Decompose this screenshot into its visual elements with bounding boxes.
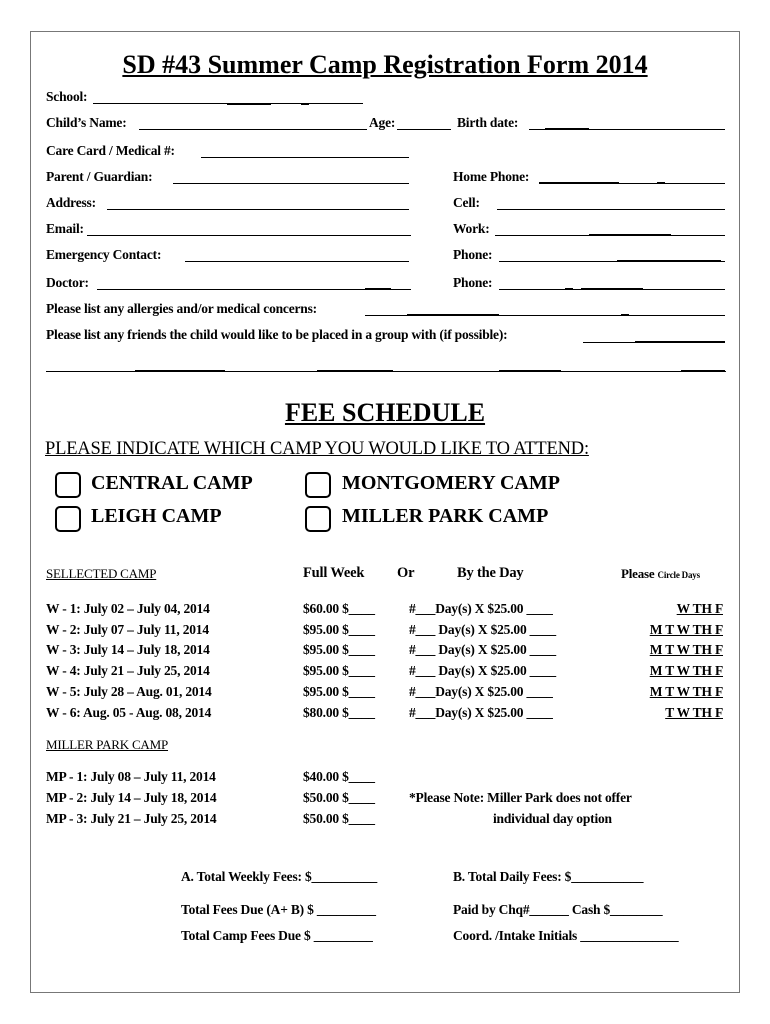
parent-label: Parent / Guardian: (46, 169, 153, 184)
allergies-field-mark-2 (621, 314, 629, 316)
email-label: Email: (46, 221, 84, 236)
school-field-mark (227, 103, 271, 105)
week-row-day-rate[interactable]: #___Day(s) X $25.00 ____ (409, 705, 553, 720)
work-field-mark (589, 234, 671, 236)
montgomery-camp-checkbox[interactable] (305, 472, 331, 498)
care-card-label: Care Card / Medical #: (46, 143, 175, 158)
friends-line-mark-3 (499, 370, 561, 372)
doctor-phone-label: Phone: (453, 275, 493, 290)
week-row-days[interactable]: M T W TH F (649, 663, 723, 678)
age-label: Age: (369, 115, 396, 130)
age-field[interactable] (397, 129, 451, 130)
doctor-phone-field-mark-2 (581, 288, 643, 290)
week-row-day-rate[interactable]: #___ Day(s) X $25.00 ____ (409, 663, 556, 678)
birth-date-field-mark (545, 128, 589, 130)
childs-name-field[interactable] (139, 129, 367, 130)
week-row-label: W - 3: July 14 – July 18, 2014 (46, 642, 210, 657)
week-row-price[interactable]: $95.00 $____ (303, 642, 375, 657)
care-card-field[interactable] (201, 157, 409, 158)
week-row-label: W - 4: July 21 – July 25, 2014 (46, 663, 210, 678)
week-row-label: W - 2: July 07 – July 11, 2014 (46, 622, 209, 637)
address-field[interactable] (107, 209, 409, 210)
work-label: Work: (453, 221, 490, 236)
please-header (621, 566, 700, 582)
cell-label: Cell: (453, 195, 480, 210)
school-label: School: (46, 89, 88, 104)
miller-park-camp-label: MILLER PARK CAMP (342, 505, 549, 527)
friends-line-mark-1 (135, 370, 225, 372)
week-row-day-rate[interactable]: #___ Day(s) X $25.00 ____ (409, 622, 556, 637)
home-phone-field-mark-2 (657, 182, 665, 184)
week-row-price[interactable]: $60.00 $____ (303, 601, 375, 616)
miller-park-camp-checkbox[interactable] (305, 506, 331, 532)
week-row-day-rate[interactable]: #___Day(s) X $25.00 ____ (409, 684, 553, 699)
montgomery-camp-label: MONTGOMERY CAMP (342, 472, 560, 494)
week-row-price[interactable]: $95.00 $____ (303, 622, 375, 637)
week-row-days[interactable]: W TH F (676, 601, 723, 616)
fee-schedule-heading: FEE SCHEDULE (284, 398, 486, 427)
week-row-label: W - 6: Aug. 05 - Aug. 08, 2014 (46, 705, 212, 720)
doctor-field[interactable] (97, 289, 411, 290)
friends-line-mark-2 (317, 370, 393, 372)
total-camp-fees-due[interactable]: Total Camp Fees Due $ _________ (181, 928, 373, 943)
friends-label: Please list any friends the child would like to be placed in a group with (if possible): (46, 327, 508, 342)
week-row-day-rate[interactable]: #___ Day(s) X $25.00 ____ (409, 642, 556, 657)
week-row-days[interactable]: M T W TH F (649, 642, 723, 657)
home-phone-field-mark (539, 182, 619, 184)
emergency-phone-label: Phone: (453, 247, 493, 262)
miller-row-label: MP - 3: July 21 – July 25, 2014 (46, 811, 217, 826)
by-the-day-header: By the Day (457, 565, 524, 581)
total-daily-fees[interactable]: B. Total Daily Fees: $___________ (453, 869, 644, 884)
friends-line-mark-4 (681, 370, 725, 372)
miller-row-price[interactable]: $40.00 $____ (303, 769, 375, 784)
week-row-price[interactable]: $95.00 $____ (303, 684, 375, 699)
miller-row-label: MP - 1: July 08 – July 11, 2014 (46, 769, 216, 784)
camp-instruction: PLEASE INDICATE WHICH CAMP YOU WOULD LIKE TO ATTEND: (45, 439, 589, 459)
home-phone-label: Home Phone: (453, 169, 530, 184)
leigh-camp-label: LEIGH CAMP (91, 505, 222, 527)
address-label: Address: (46, 195, 96, 210)
week-row-label: W - 1: July 02 – July 04, 2014 (46, 601, 210, 616)
emergency-contact-field[interactable] (185, 261, 409, 262)
total-fees-due[interactable]: Total Fees Due (A+ B) $ _________ (181, 902, 376, 917)
emergency-phone-field-mark (617, 260, 721, 262)
circle-days-text: Circle Days (657, 570, 700, 580)
school-field-mark-2 (301, 103, 309, 105)
miller-row-label: MP - 2: July 14 – July 18, 2014 (46, 790, 217, 805)
paid-by-chq-cash[interactable]: Paid by Chq#______ Cash $________ (453, 902, 663, 917)
emergency-contact-label: Emergency Contact: (46, 247, 162, 262)
or-header: Or (397, 565, 415, 581)
birth-date-label: Birth date: (457, 115, 519, 130)
miller-note-line-2: individual day option (493, 811, 612, 826)
cell-field[interactable] (497, 209, 725, 210)
coord-intake-initials[interactable]: Coord. /Intake Initials _______________ (453, 928, 679, 943)
week-row-label: W - 5: July 28 – Aug. 01, 2014 (46, 684, 212, 699)
parent-field[interactable] (173, 183, 409, 184)
week-row-days[interactable]: M T W TH F (649, 622, 723, 637)
full-week-header: Full Week (303, 565, 365, 581)
friends-field-mark (635, 341, 725, 343)
allergies-label: Please list any allergies and/or medical concerns: (46, 301, 317, 316)
week-row-days[interactable]: M T W TH F (649, 684, 723, 699)
leigh-camp-checkbox[interactable] (55, 506, 81, 532)
form-title: SD #43 Summer Camp Registration Form 2014 (122, 50, 648, 79)
doctor-field-mark (365, 288, 391, 290)
childs-name-label: Child’s Name: (46, 115, 127, 130)
doctor-label: Doctor: (46, 275, 89, 290)
week-row-day-rate[interactable]: #___Day(s) X $25.00 ____ (409, 601, 553, 616)
week-row-price[interactable]: $80.00 $____ (303, 705, 375, 720)
miller-park-header: MILLER PARK CAMP (46, 737, 169, 752)
week-row-price[interactable]: $95.00 $____ (303, 663, 375, 678)
doctor-phone-field-mark (565, 288, 573, 290)
miller-row-price[interactable]: $50.00 $____ (303, 790, 375, 805)
miller-note-line-1: *Please Note: Miller Park does not offer (409, 790, 632, 805)
central-camp-label: CENTRAL CAMP (91, 472, 253, 494)
week-row-days[interactable]: T W TH F (665, 705, 723, 720)
please-text: Please (621, 566, 655, 581)
selected-camp-header: SELLECTED CAMP (46, 566, 157, 581)
registration-form-page (30, 31, 740, 993)
email-field[interactable] (87, 235, 411, 236)
total-weekly-fees[interactable]: A. Total Weekly Fees: $__________ (181, 869, 378, 884)
central-camp-checkbox[interactable] (55, 472, 81, 498)
miller-row-price[interactable]: $50.00 $____ (303, 811, 375, 826)
allergies-field-mark (407, 314, 499, 316)
